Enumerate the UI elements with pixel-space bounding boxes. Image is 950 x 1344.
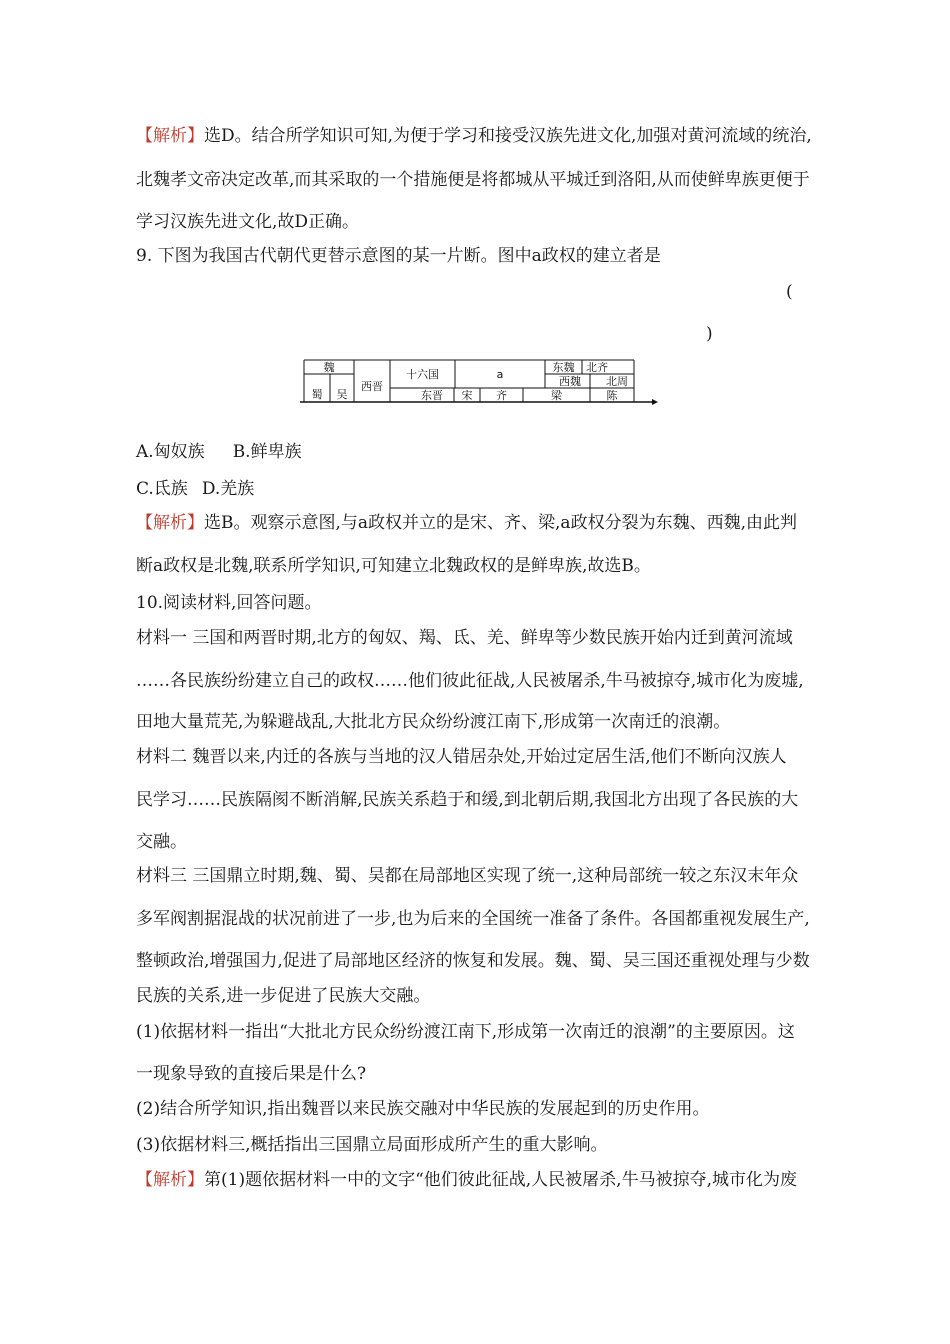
q10-analysis-line-1 xyxy=(136,1170,797,1190)
cell-a: a xyxy=(496,368,504,381)
cell-beizhou: 北周 xyxy=(606,375,628,388)
option-c: C.氐族 xyxy=(136,479,188,499)
analysis-tag: 【解析】 xyxy=(136,1170,204,1190)
analysis-text: 选B。观察示意图,与a政权并立的是宋、齐、梁,a政权分裂为东魏、西魏,由此判 xyxy=(204,513,797,533)
cell-liang: 梁 xyxy=(551,389,562,402)
analysis-text: 选D。结合所学知识可知,为便于学习和接受汉族先进文化,加强对黄河流域的统治, xyxy=(204,126,812,146)
material-3-line-4: 民族的关系,进一步促进了民族大交融。 xyxy=(136,986,431,1006)
cell-shu: 蜀 xyxy=(311,388,323,401)
cell-dongjin: 东晋 xyxy=(421,389,443,402)
analysis-text: 第(1)题依据材料一中的文字“他们彼此征战,人民被屠杀,牛马被掠夺,城市化为废 xyxy=(204,1170,797,1190)
cell-song: 宋 xyxy=(461,389,473,402)
cell-wu: 吴 xyxy=(336,388,348,401)
q8-analysis-line-2: 北魏孝文帝决定改革,而其采取的一个措施便是将都城从平城迁到洛阳,从而使鲜卑族更便于 xyxy=(136,170,810,190)
cell-wei: 魏 xyxy=(323,361,335,374)
option-b: B.鲜卑族 xyxy=(232,442,302,462)
material-1-line-1: 材料一 三国和两晋时期,北方的匈奴、羯、氐、羌、鲜卑等少数民族开始内迁到黄河流域 xyxy=(136,628,793,648)
question-3: (3)依据材料三,概括指出三国鼎立局面形成所产生的重大影响。 xyxy=(136,1135,608,1155)
question-1-line-2: 一现象导致的直接后果是什么? xyxy=(136,1064,367,1084)
material-3-line-2: 多军阀割据混战的状况前进了一步,也为后来的全国统一准备了条件。各国都重视发展生产, xyxy=(136,909,810,929)
cell-chen: 陈 xyxy=(606,389,618,402)
material-1-line-2: ……各民族纷纷建立自己的政权……他们彼此征战,人民被屠杀,牛马被掠夺,城市化为废墟, xyxy=(136,671,804,691)
material-2-line-3: 交融。 xyxy=(136,832,187,852)
analysis-tag: 【解析】 xyxy=(136,126,204,146)
cell-dongwei: 东魏 xyxy=(552,361,575,374)
q9-options-line-2 xyxy=(136,479,254,499)
material-3-line-3: 整顿政治,增强国力,促进了局部地区经济的恢复和发展。魏、蜀、吴三国还重视处理与少数 xyxy=(136,951,810,971)
cell-beiqi: 北齐 xyxy=(586,361,608,374)
material-2-line-1: 材料二 魏晋以来,内迁的各族与当地的汉人错居杂处,开始过定居生活,他们不断向汉族人 xyxy=(136,747,787,767)
material-1-line-3: 田地大量荒芜,为躲避战乱,大批北方民众纷纷渡江南下,形成第一次南迁的浪潮。 xyxy=(136,712,731,732)
cell-qi: 齐 xyxy=(496,389,507,402)
material-2-line-2: 民学习……民族隔阂不断消解,民族关系趋于和缓,到北朝后期,我国北方出现了各民族的大 xyxy=(136,790,799,810)
option-d: D.羌族 xyxy=(201,479,255,499)
q8-analysis-line-1 xyxy=(136,126,812,146)
material-3-line-1: 材料三 三国鼎立时期,魏、蜀、吴都在局部地区实现了统一,这种局部统一较之东汉末年众 xyxy=(136,866,799,886)
q9-analysis-line-1 xyxy=(136,513,797,533)
question-1-line-1: (1)依据材料一指出“大批北方民众纷纷渡江南下,形成第一次南迁的浪潮”的主要原因。这 xyxy=(136,1022,795,1042)
question-2: (2)结合所学知识,指出魏晋以来民族交融对中华民族的发展起到的历史作用。 xyxy=(136,1099,710,1119)
dynasty-timeline-diagram xyxy=(300,358,660,408)
q9-options-line-1 xyxy=(136,442,302,462)
answer-paren-open: ( xyxy=(786,282,793,302)
q10-stem: 10.阅读材料,回答问题。 xyxy=(136,593,322,613)
analysis-tag: 【解析】 xyxy=(136,513,204,533)
q8-analysis-line-3: 学习汉族先进文化,故D正确。 xyxy=(136,212,360,232)
answer-paren-close: ) xyxy=(706,324,713,344)
q9-analysis-line-2: 断a政权是北魏,联系所学知识,可知建立北魏政权的是鲜卑族,故选B。 xyxy=(136,556,651,576)
cell-xiwei: 西魏 xyxy=(559,375,581,388)
q9-stem: 9. 下图为我国古代朝代更替示意图的某一片断。图中a政权的建立者是 xyxy=(136,246,661,266)
cell-xijin: 西晋 xyxy=(361,380,383,393)
option-a: A.匈奴族 xyxy=(136,442,205,462)
cell-shiliuguo: 十六国 xyxy=(406,368,439,381)
